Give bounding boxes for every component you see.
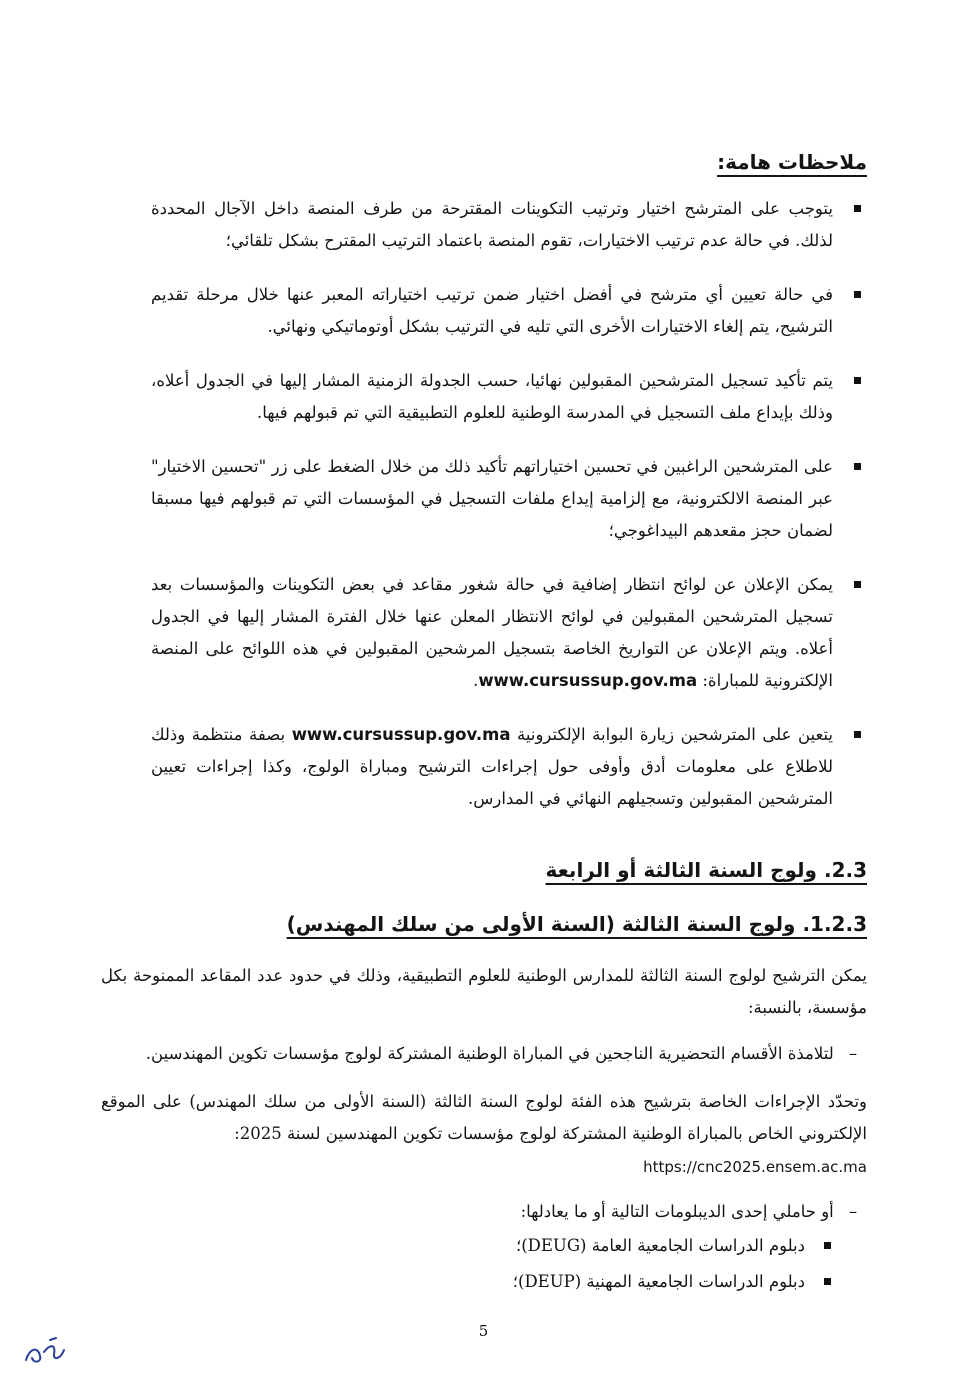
cnc-link[interactable]: https://cnc2025.ensem.ac.ma [643,1158,867,1176]
handwritten-initials [20,1330,80,1370]
cursussup-link[interactable]: www.cursussup.gov.ma [478,671,698,690]
bullet-icon [824,1278,831,1285]
note-text: يتوجب على المترشح اختيار وترتيب التكوينات المقترحة من طرف المنصة داخل الآجال المحددة لذلك. في حالة عدم ترتيب الاختيارات، تقوم المنصة باعتماد الترتيب المقترح بشكل تلقائي؛ [151,199,833,250]
dash-item-text: أو حاملي إحدى الديبلومات التالية أو ما يعادلها: [520,1202,834,1221]
section-title: 2.3. ولوج السنة الثالثة أو الرابعة [545,858,867,882]
dash-icon: – [848,1202,858,1221]
note-item [151,719,867,815]
page-number: 5 [478,1322,489,1340]
note-item [151,279,867,343]
dash-item [101,1038,867,1070]
dash-icon: – [848,1044,858,1063]
notes-title: ملاحظات هامة: [717,150,867,174]
cursussup-link[interactable]: www.cursussup.gov.ma [291,725,511,744]
note-item [151,569,867,697]
note-text: في حالة تعيين أي مترشح في أفضل اختيار ضمن ترتيب اختياراته المعبر عنها خلال مرحلة تقديم الترشيح، يتم إلغاء الاختيارات الأخرى التي تليه في الترتيب بشكل أوتوماتيكي ونهائي. [151,285,833,336]
bullet-icon [854,291,861,298]
subsection-title: 1.2.3. ولوج السنة الثالثة (السنة الأولى من سلك المهندس) [286,912,867,936]
note-text: يتم تأكيد تسجيل المترشحين المقبولين نهائيا، حسب الجدولة الزمنية المشار إليها في الجدول أعلاه، وذلك بإيداع ملف التسجيل في المدرسة الوطنية للعلوم التطبيقية التي تم قبولهم فيها. [151,371,833,422]
bullet-icon [854,581,861,588]
note-item [151,365,867,429]
procedures-paragraph: وتحدّد الإجراءات الخاصة بترشيح هذه الفئة لولوج السنة الثالثة (السنة الأولى من سلك المهندس) على الموقع الإلكتروني الخاص بالمباراة الوطنية المشتركة لولوج مؤسسات تكوين المهندسين لسنة 2025: [101,1092,867,1143]
note-text: يتعين على المترشحين زيارة البوابة الإلكترونية [517,725,834,744]
note-text: على المترشحين الراغبين في تحسين اختياراتهم تأكيد ذلك من خلال الضغط على زر "تحسين الاختيار" عبر المنصة الالكترونية، مع إلزامية إيداع ملفات التسجيل في المؤسسات التي تم قبولهم فيها مسبقا لضمان حجز مقعدهم البيداغوجي؛ [151,457,833,540]
bullet-icon [824,1242,831,1249]
bullet-icon [854,377,861,384]
note-text-end: بصفة منتظمة وذلك للاطلاع على معلومات أدق وأوفى حول إجراءات الترشيح ومباراة الولوج، وكذا إجراءات تعيين المترشحين المقبولين وتسجيلهم النهائي في المدارس. [151,725,833,808]
diploma-item [513,1264,837,1300]
note-item [151,451,867,547]
dash-item [101,1196,867,1228]
diplomas-list [513,1228,837,1300]
bullet-icon [854,463,861,470]
bullet-icon [854,731,861,738]
diploma-item [513,1228,837,1264]
diploma-text: دبلوم الدراسات الجامعية المهنية (DEUP)؛ [512,1272,805,1291]
notes-list [151,193,867,837]
diploma-text: دبلوم الدراسات الجامعية العامة (DEUG)؛ [515,1236,805,1255]
intro-paragraph: يمكن الترشيح لولوج السنة الثالثة للمدارس الوطنية للعلوم التطبيقية، وذلك في حدود عدد المقاعد الممنوحة بكل مؤسسة، بالنسبة: [101,966,867,1017]
dash-item-text: لتلامذة الأقسام التحضيرية الناجحين في المباراة الوطنية المشتركة لولوج مؤسسات تكوين المهندسين. [145,1044,834,1063]
note-item [151,193,867,257]
note-text-end: . [473,671,479,690]
note-text: يمكن الإعلان عن لوائح انتظار إضافية في حالة شغور مقاعد في بعض التكوينات والمؤسسات بعد تسجيل المترشحين المقبولين في لوائح الانتظار المعلن عنها خلال الفترة المشار إليها في الجدول أعلاه. ويتم الإعلان عن التواريخ الخاصة بتسجيل المرشحين المقبولين في هذه اللوائح على المنصة الإلكترونية للمباراة: [151,575,833,690]
bullet-icon [854,205,861,212]
